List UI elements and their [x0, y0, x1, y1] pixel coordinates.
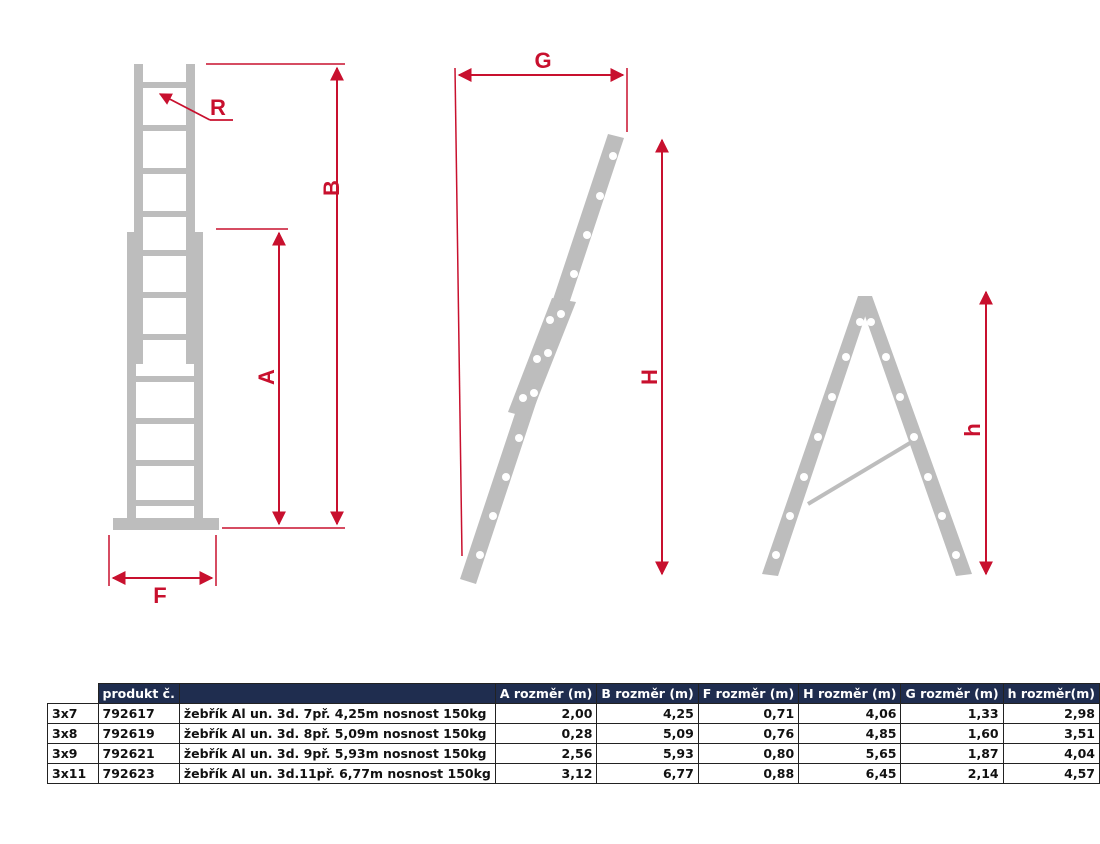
dimension-g	[455, 48, 627, 556]
table-header-cell	[48, 684, 99, 704]
table-cell: 4,85	[799, 724, 901, 744]
table-cell: 0,80	[698, 744, 798, 764]
label-h-lower: h	[960, 423, 985, 437]
table-cell: 1,33	[901, 704, 1003, 724]
table-cell: 2,98	[1003, 704, 1099, 724]
table-header-cell	[179, 684, 495, 704]
table-cell: 3x8	[48, 724, 99, 744]
table-cell: 3x11	[48, 764, 99, 784]
table-cell: 6,77	[597, 764, 698, 784]
table-cell: žebřík Al un. 3d. 7př. 4,25m nosnost 150kg	[179, 704, 495, 724]
table-cell: žebřík Al un. 3d. 9př. 5,93m nosnost 150kg	[179, 744, 495, 764]
table-cell: 4,57	[1003, 764, 1099, 784]
dimension-b	[206, 64, 345, 528]
table-cell: žebřík Al un. 3d.11př. 6,77m nosnost 150kg	[179, 764, 495, 784]
table-cell: 2,14	[901, 764, 1003, 784]
table-cell: 3x9	[48, 744, 99, 764]
table-cell: 3x7	[48, 704, 99, 724]
table-cell: 3,12	[495, 764, 597, 784]
table-cell: 4,04	[1003, 744, 1099, 764]
spec-table	[47, 683, 1100, 784]
label-h-upper: H	[637, 369, 662, 385]
r-indicator	[160, 94, 233, 120]
straight-ladder	[113, 64, 219, 530]
table-cell: 1,87	[901, 744, 1003, 764]
table-row	[48, 744, 1100, 764]
table-header-cell: h rozměr(m)	[1003, 684, 1099, 704]
table-header-row	[48, 684, 1100, 704]
label-b: B	[319, 180, 344, 196]
table-header-cell: F rozměr (m)	[698, 684, 798, 704]
table-cell: 4,25	[597, 704, 698, 724]
label-a: A	[254, 369, 279, 385]
leaning-ladder	[460, 134, 624, 584]
table-cell: 5,93	[597, 744, 698, 764]
dimension-h-lower	[960, 292, 986, 574]
dimension-f	[109, 535, 216, 608]
label-f: F	[153, 583, 167, 608]
aframe-ladder	[762, 296, 972, 576]
table-header-cell: A rozměr (m)	[495, 684, 597, 704]
table-cell: 5,09	[597, 724, 698, 744]
table-cell: 4,06	[799, 704, 901, 724]
table-cell: 2,56	[495, 744, 597, 764]
table-cell: 0,76	[698, 724, 798, 744]
label-g: G	[534, 48, 552, 73]
table-row	[48, 764, 1100, 784]
table-header-cell: H rozměr (m)	[799, 684, 901, 704]
table-cell: 1,60	[901, 724, 1003, 744]
table-cell: 792621	[98, 744, 179, 764]
table-cell: 5,65	[799, 744, 901, 764]
table-cell: 0,28	[495, 724, 597, 744]
table-header-cell: G rozměr (m)	[901, 684, 1003, 704]
dimension-a	[216, 229, 288, 524]
table-cell: 792619	[98, 724, 179, 744]
table-cell: 792617	[98, 704, 179, 724]
label-r: R	[210, 95, 226, 120]
table-cell: 0,88	[698, 764, 798, 784]
dimension-h-upper	[637, 140, 662, 574]
table-cell: žebřík Al un. 3d. 8př. 5,09m nosnost 150kg	[179, 724, 495, 744]
table-cell: 2,00	[495, 704, 597, 724]
table-row	[48, 704, 1100, 724]
table-row	[48, 724, 1100, 744]
table-header-cell: produkt č.	[98, 684, 179, 704]
table-cell: 0,71	[698, 704, 798, 724]
table-cell: 792623	[98, 764, 179, 784]
table-cell: 3,51	[1003, 724, 1099, 744]
table-cell: 6,45	[799, 764, 901, 784]
table-header-cell: B rozměr (m)	[597, 684, 698, 704]
